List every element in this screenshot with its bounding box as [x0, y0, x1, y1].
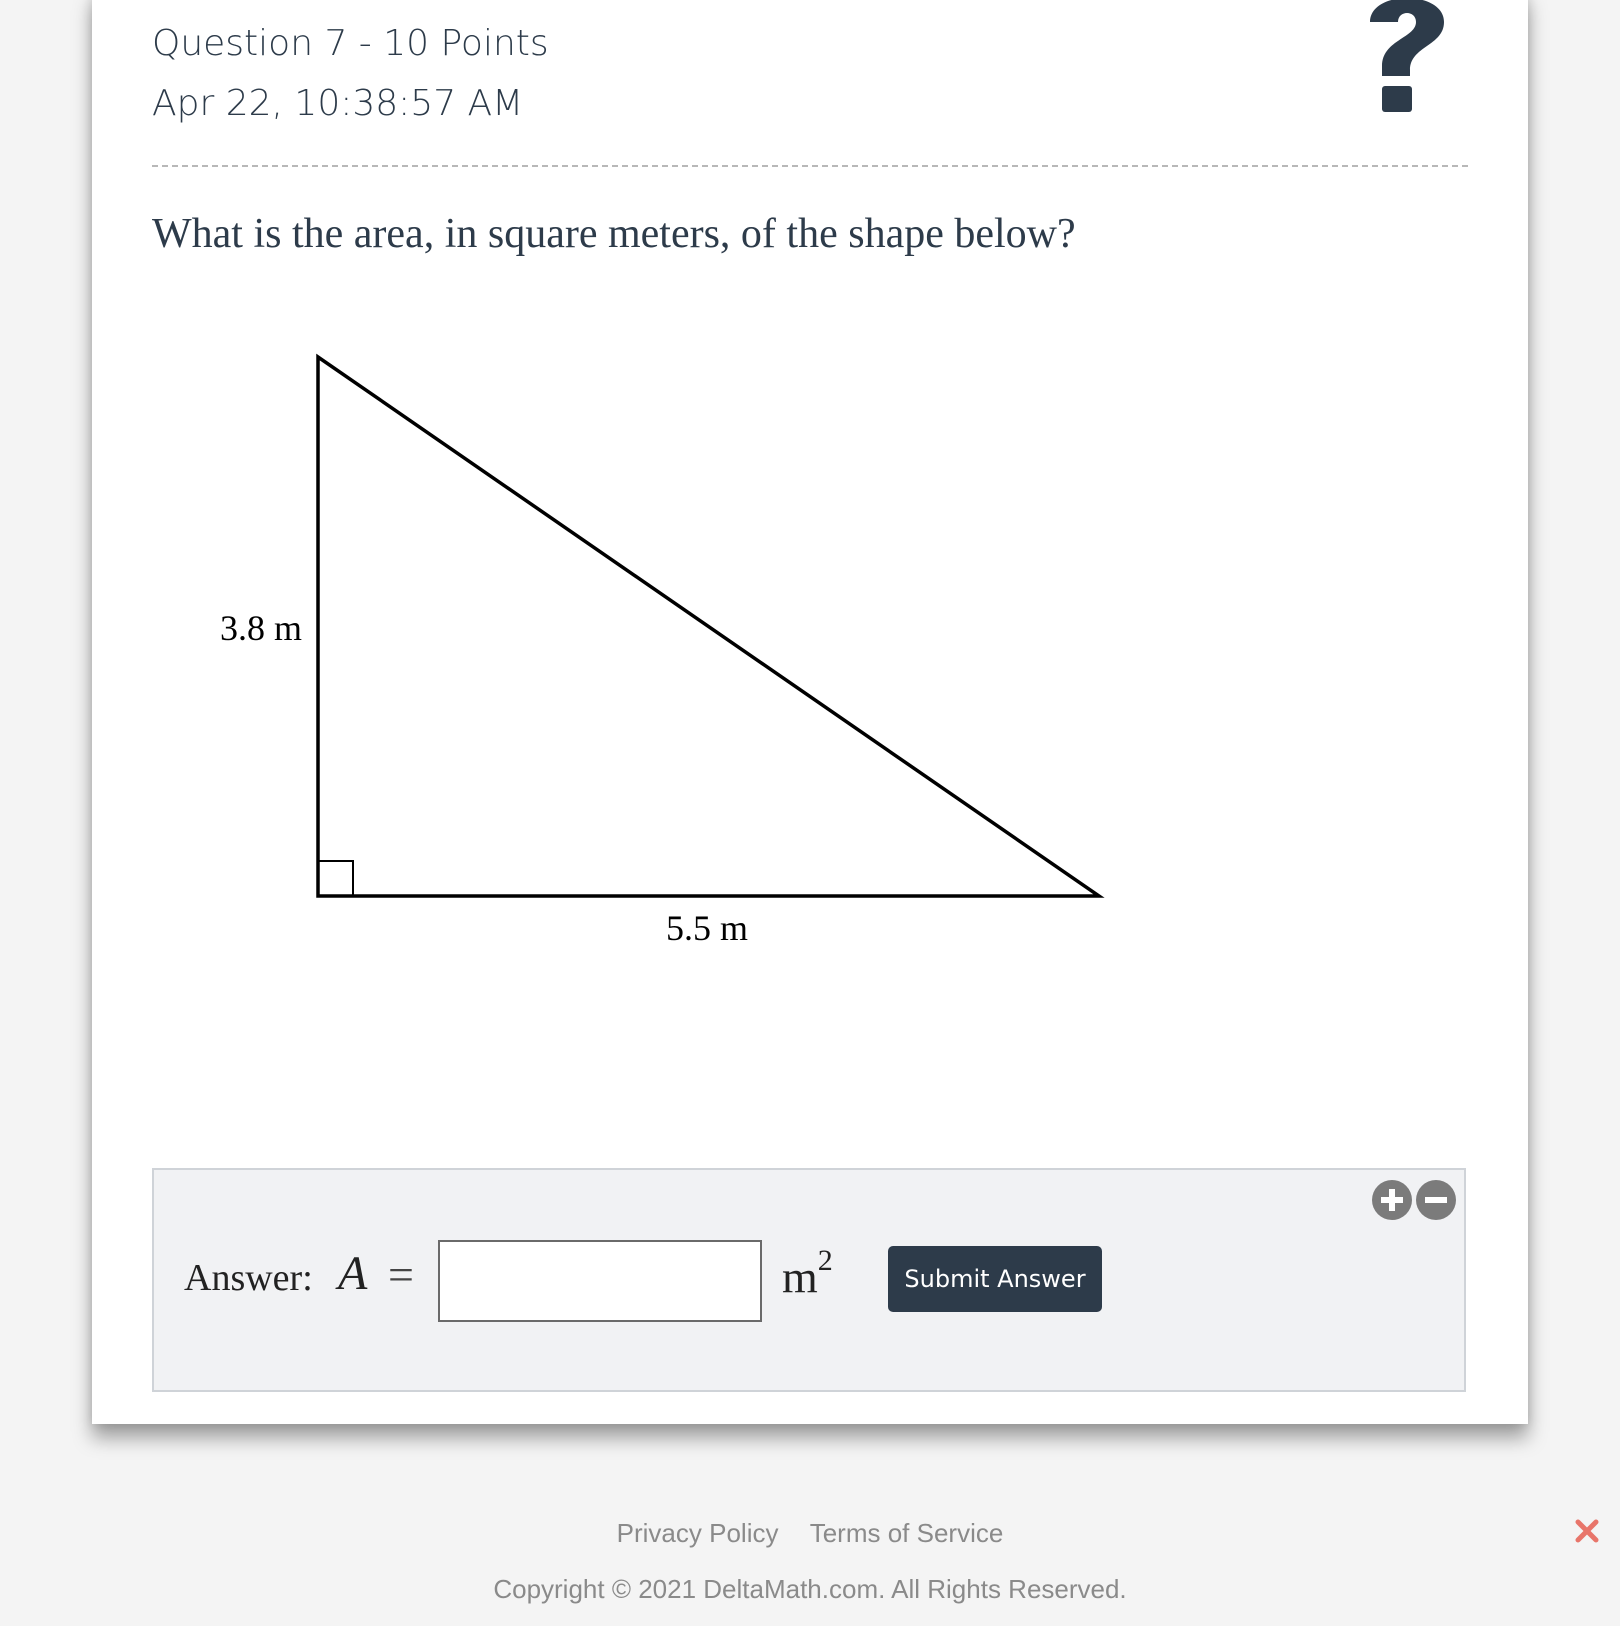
height-label: 3.8 m [220, 608, 303, 648]
copyright-text: Copyright © 2021 DeltaMath.com. All Rights Reserved. [493, 1574, 1127, 1604]
answer-panel [152, 1168, 1466, 1392]
right-angle-marker [318, 861, 353, 896]
submit-answer-button[interactable]: Submit Answer [888, 1246, 1102, 1312]
zoom-out-button[interactable] [1416, 1180, 1456, 1220]
plus-circle-icon [1372, 1180, 1412, 1220]
answer-label: Answer: [184, 1257, 313, 1299]
base-label: 5.5 m [666, 908, 749, 948]
unit-exponent: 2 [817, 1244, 833, 1277]
unit-label [782, 1244, 833, 1303]
question-timestamp: Apr 22, 10:38:57 AM [152, 83, 524, 124]
answer-variable: A [338, 1247, 368, 1300]
terms-of-service-link[interactable]: Terms of Service [809, 1518, 1004, 1548]
right-triangle [318, 357, 1099, 896]
question-title: Question 7 - 10 Points [152, 23, 549, 64]
unit-base: m [782, 1251, 818, 1303]
footer-links [0, 1518, 1620, 1549]
privacy-policy-link[interactable]: Privacy Policy [616, 1518, 779, 1548]
question-prompt: What is the area, in square meters, of the shape below? [152, 211, 1076, 257]
close-icon[interactable] [1574, 1518, 1600, 1544]
minus-circle-icon [1416, 1180, 1456, 1220]
equals-sign: = [388, 1249, 414, 1300]
zoom-in-button[interactable] [1372, 1180, 1412, 1220]
answer-input[interactable] [438, 1240, 762, 1322]
